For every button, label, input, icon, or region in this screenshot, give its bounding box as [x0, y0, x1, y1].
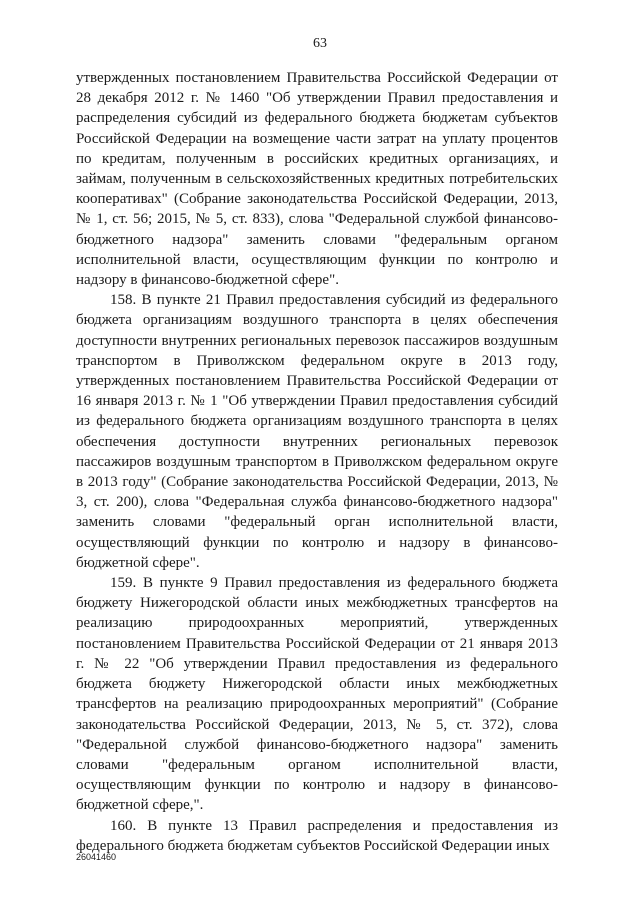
paragraph-160: 160. В пункте 13 Правил распределения и предоставления из федерального бюджета бюджетам субъектов Российской Федерации иных — [76, 817, 558, 854]
paragraph-159: 159. В пункте 9 Правил предоставления из федерального бюджета бюджету Нижегородской области иных межбюджетных трансфертов на реализацию природоохранных мероприятий, утвержденных постановлением Правительства Российской Федерации от 21 января 2013 г. № 22 "Об утверждении Правил предоставления из федерального бюджета бюджету Нижегородской области иных межбюджетных трансфертов на реализацию природоохранных мероприятий" (Собрание законодательства Российской Федерации, 2013, № 5, ст. 372), слова "Федеральной службой финансово-бюджетного надзора" заменить словами "федеральным органом исполнительной власти, осуществляющим функции по контролю и надзору в финансово-бюджетной сфере,". — [76, 575, 558, 814]
paragraph-continuation: утвержденных постановлением Правительства Российской Федерации от 28 декабря 2012 г. № 1460 "Об утверждении Правил предоставления и распределения субсидий из федерального бюджета бюджетам субъектов Российской Федерации на возмещение части затрат на уплату процентов по кредитам, полученным в российских кредитных организациях, и займам, полученным в сельскохозяйственных кредитных потребительских кооперативах" (Собрание законодательства Российской Федерации, 2013, № 1, ст. 56; 2015, № 5, ст. 833), слова "Федеральной службой финансово-бюджетного надзора" заменить словами "федеральным органом исполнительной власти, осуществляющим функции по контролю и надзору в финансово-бюджетной сфере". — [76, 70, 558, 289]
document-body — [76, 68, 558, 856]
page-number: 63 — [313, 36, 327, 51]
document-code: 26041460 — [76, 852, 117, 862]
paragraph-158: 158. В пункте 21 Правил предоставления субсидий из федерального бюджета организациям воздушного транспорта в целях обеспечения доступности внутренних региональных перевозок пассажиров воздушным транспортом в Приволжском федеральном округе в 2013 году, утвержденных постановлением Правительства Российской Федерации от 16 января 2013 г. № 1 "Об утверждении Правил предоставления субсидий из федерального бюджета организациям воздушного транспорта в целях обеспечения доступности внутренних региональных перевозок пассажиров воздушным транспортом в Приволжском федеральном округе в 2013 году" (Собрание законодательства Российской Федерации, 2013, № 3, ст. 200), слова "Федеральная служба финансово-бюджетного надзора" заменить словами "федеральный орган исполнительной власти, осуществляющий функции по контролю и надзору в финансово-бюджетной сфере". — [76, 292, 558, 571]
